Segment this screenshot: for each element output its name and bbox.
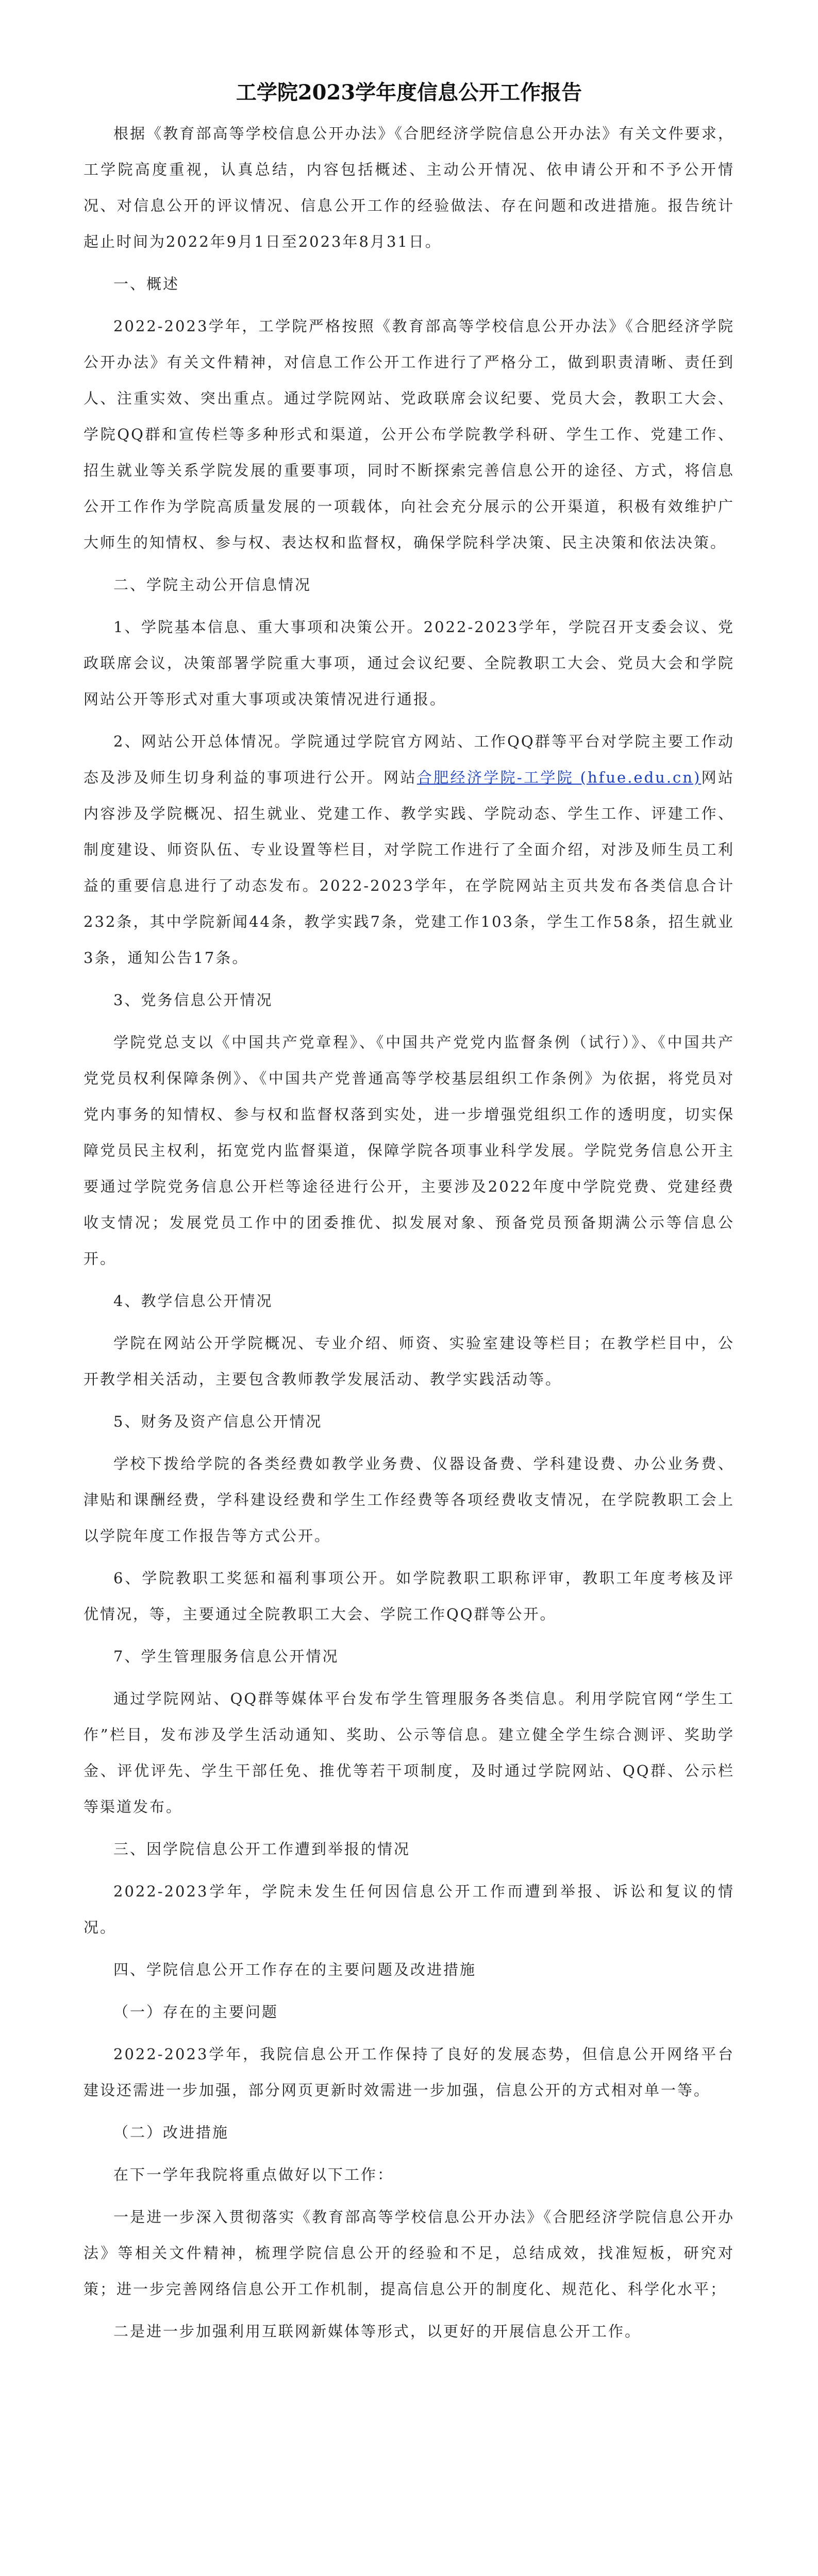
section-complaints-body: 2022-2023学年，学院未发生任何因信息公开工作而遭到举报、诉讼和复议的情况。 [84, 1883, 734, 1936]
staff-rewards-item: 6、学院教职工奖惩和福利事项公开。如学院教职工职称评审，教职工年度考核及评优情况，等，主要通过全院教职工大会、学院工作QQ群等公开。 [84, 1569, 734, 1623]
teaching-info-body: 学院在网站公开学院概况、专业介绍、师资、实验室建设等栏目；在教学栏目中，公开教学相关活动，主要包含教师教学发展活动、教学实践活动等。 [84, 1334, 734, 1388]
intro-paragraph: 根据《教育部高等学校信息公开办法》《合肥经济学院信息公开办法》有关文件要求，工学院高度重视，认真总结，内容包括概述、主动公开情况、依申请公开和不予公开情况、对信息公开的评议情况、信息公开工作的经验做法、存在问题和改进措施。报告统计起止时间为2022年9月1日至2023年8月31日。 [84, 125, 734, 250]
section-active-heading: 二、学院主动公开信息情况 [113, 576, 312, 594]
website-text-before: 2、网站公开总体情况。学院通过学院官方网站、工作QQ群等平台对学院主要工作动态及涉及师生切身利益的事项进行公开。网站 [84, 733, 734, 786]
report-title: 工学院2023学年度信息公开工作报告 [236, 80, 582, 105]
student-info-body: 通过学院网站、QQ群等媒体平台发布学生管理服务各类信息。利用学院官网“学生工作”栏目，发布涉及学生活动通知、奖助、公示等信息。建立健全学生综合测评、奖助学金、评优评先、学生干部任免、推优等若干项制度，及时通过学院网站、QQ群、公示栏等渠道发布。 [84, 1690, 734, 1816]
measures-intro: 在下一学年我院将重点做好以下工作： [113, 2166, 394, 2183]
party-info-body: 学院党总支以《中国共产党章程》、《中国共产党党内监督条例（试行）》、《中国共产党党员权利保障条例》、《中国共产党普通高等学校基层组织工作条例》为依据，将党员对党内事务的知情权、参与权和监督权落到实处，进一步增强党组织工作的透明度，切实保障党员民主权利，拓宽党内监督渠道，保障学院各项事业科学发展。学院党务信息公开主要通过学院党务信息公开栏等途径进行公开，主要涉及2022年度中学院党费、党建经费收支情况；发展党员工作中的团委推优、拟发展对象、预备党员预备期满公示等信息公开。 [84, 1033, 734, 1267]
student-info-heading: 7、学生管理服务信息公开情况 [113, 1648, 339, 1665]
active-item-website [84, 723, 734, 976]
teaching-info-heading: 4、教学信息公开情况 [113, 1292, 273, 1310]
website-text-after: 网站内容涉及学院概况、招生就业、党建工作、教学实践、学院动态、学生工作、评建工作、制度建设、师资队伍、专业设置等栏目，对学院工作进行了全面介绍，对涉及师生员工利益的重要信息进行了动态发布。2022-2023学年，在学院网站主页共发布各类信息合计232条，其中学院新闻44条，教学实践7条，党建工作103条，学生工作58条，招生就业3条，通知公告17条。 [84, 769, 734, 967]
finance-info-heading: 5、财务及资产信息公开情况 [113, 1413, 323, 1430]
measure-one: 一是进一步深入贯彻落实《教育部高等学校信息公开办法》《合肥经济学院信息公开办法》等相关文件精神，梳理学院信息公开的经验和不足，总结成效，找准短板，研究对策；进一步完善网络信息公开工作机制，提高信息公开的制度化、规范化、科学化水平； [84, 2208, 734, 2298]
party-info-heading: 3、党务信息公开情况 [113, 991, 273, 1009]
active-item-basic-info: 1、学院基本信息、重大事项和决策公开。2022-2023学年，学院召开支委会议、党政联席会议，决策部署学院重大事项，通过会议纪要、全院教职工大会、党员大会和学院网站公开等形式对重大事项或决策情况进行通报。 [84, 618, 734, 708]
measure-two: 二是进一步加强利用互联网新媒体等形式，以更好的开展信息公开工作。 [113, 2323, 642, 2340]
section-complaints-heading: 三、因学院信息公开工作遭到举报的情况 [113, 1840, 411, 1858]
finance-info-body: 学校下拨给学院的各类经费如教学业务费、仪器设备费、学科建设费、办公业务费、津贴和课酬经费，学科建设经费和学生工作经费等各项经费收支情况，在学院教职工会上以学院年度工作报告等方式公开。 [84, 1455, 734, 1545]
section-overview-heading: 一、概述 [113, 275, 180, 293]
problems-body: 2022-2023学年，我院信息公开工作保持了良好的发展态势，但信息公开网络平台建设还需进一步加强，部分网页更新时效需进一步加强，信息公开的方式相对单一等。 [84, 2045, 734, 2099]
problems-subheading: （一）存在的主要问题 [113, 2003, 279, 2021]
college-website-link[interactable]: 合肥经济学院-工学院 (hfue.edu.cn) [416, 769, 702, 786]
section-problems-heading: 四、学院信息公开工作存在的主要问题及改进措施 [113, 1961, 477, 1978]
measures-subheading: （二）改进措施 [113, 2124, 229, 2141]
section-overview-body: 2022-2023学年，工学院严格按照《教育部高等学校信息公开办法》《合肥经济学院公开办法》有关文件精神，对信息工作公开工作进行了严格分工，做到职责清晰、责任到人、注重实效、突出重点。通过学院网站、党政联席会议纪要、党员大会，教职工大会、学院QQ群和宣传栏等多种形式和渠道，公开公布学院教学科研、学生工作、党建工作、招生就业等关系学院发展的重要事项，同时不断探索完善信息公开的途径、方式，将信息公开工作作为学院高质量发展的一项载体，向社会充分展示的公开渠道，积极有效维护广大师生的知情权、参与权、表达权和监督权，确保学院科学决策、民主决策和依法决策。 [84, 317, 734, 551]
